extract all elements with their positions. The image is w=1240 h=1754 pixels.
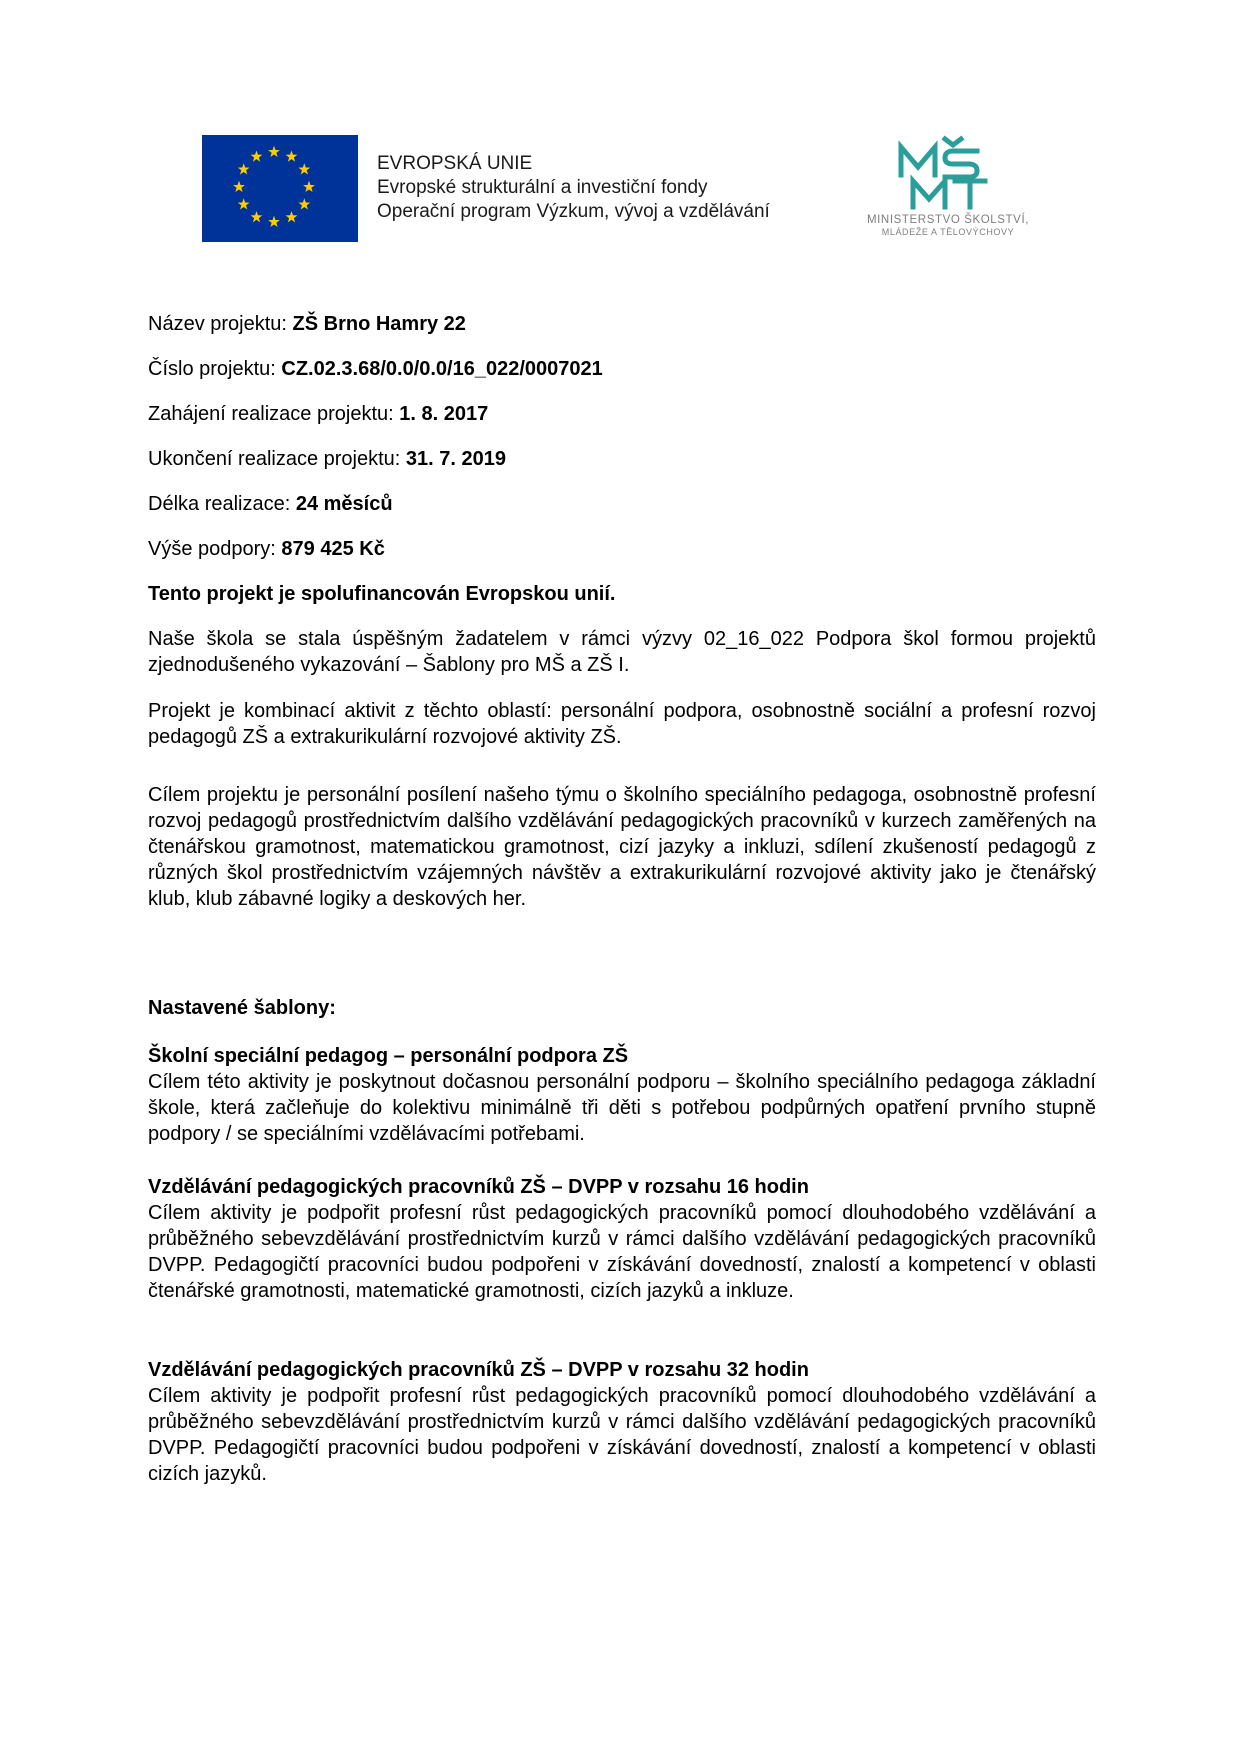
project-start-line bbox=[148, 401, 488, 427]
project-end-label: Ukončení realizace projektu: bbox=[148, 448, 406, 470]
project-name-value: ZŠ Brno Hamry 22 bbox=[292, 313, 466, 335]
project-support-label: Výše podpory: bbox=[148, 538, 282, 560]
template-heading-3: Vzdělávání pedagogických pracovníků ZŠ – DVPP v rozsahu 32 hodin bbox=[148, 1359, 809, 1381]
project-start-label: Zahájení realizace projektu: bbox=[148, 403, 400, 425]
msmt-logo-icon bbox=[893, 135, 993, 210]
project-end-value: 31. 7. 2019 bbox=[405, 448, 507, 470]
project-number-value: CZ.02.3.68/0.0/0.0/16_022/0007021 bbox=[281, 358, 603, 380]
paragraph-goal: Cílem projektu je personální posílení našeho týmu o školního speciálního pedagoga, osobnostně profesní rozvoj pedagogů prostřednictvím dalšího vzdělávání pedagogických pracovníků v kurzech zaměřených na čtenářskou gramotnost, matematickou gramotnost, cizí jazyky a inkluzi, sdílení zkušeností pedagogů z různých škol prostřednictvím vzájemných návštěv a extrakurikulární rozvojové aktivity jako je čtenářský klub, klub zábavné logiky a deskových her. bbox=[148, 784, 1096, 910]
eu-funds: Evropské strukturální a investiční fondy bbox=[377, 177, 708, 198]
eu-flag-icon bbox=[202, 135, 358, 242]
template-text-3: Cílem aktivity je podpořit profesní růst pedagogických pracovníků pomocí dlouhodobého vzdělávání a průběžného sebevzdělávání prostřednictvím kurzů v rámci dalšího vzdělávání pedagogických pracovníků DVPP. Pedagogičtí pracovníci budou podpořeni v získávání dovedností, znalostí a kompetencí v oblasti cizích jazyků. bbox=[148, 1385, 1096, 1485]
eu-programme: Operační program Výzkum, vývoj a vzdělávání bbox=[377, 201, 770, 222]
eu-logo-block bbox=[202, 135, 812, 243]
project-start-value: 1. 8. 2017 bbox=[399, 403, 489, 425]
project-support-value: 879 425 Kč bbox=[281, 538, 385, 560]
msmt-text bbox=[838, 214, 1058, 238]
project-number-label: Číslo projektu: bbox=[148, 358, 282, 380]
project-end-line bbox=[148, 446, 506, 472]
project-number-line bbox=[148, 356, 603, 382]
template-text-1: Cílem této aktivity je poskytnout dočasnou personální podporu – školního speciálního pedagoga základní škole, která začleňuje do kolektivu minimálně tři děti s potřebou podpůrných opatření prvního stupně podpory / se speciálními vzdělávacími potřebami. bbox=[148, 1071, 1096, 1145]
template-heading-2: Vzdělávání pedagogických pracovníků ZŠ – DVPP v rozsahu 16 hodin bbox=[148, 1176, 809, 1198]
project-name-label: Název projektu: bbox=[148, 313, 293, 335]
template-heading-1: Školní speciální pedagog – personální podpora ZŠ bbox=[148, 1045, 629, 1067]
cofinanced-statement: Tento projekt je spolufinancován Evropskou unií. bbox=[148, 583, 616, 605]
paragraph-combination: Projekt je kombinací aktivit z těchto oblastí: personální podpora, osobnostně sociální a profesní rozvoj pedagogů ZŠ a extrakurikulární rozvojové aktivity ZŠ. bbox=[148, 700, 1096, 748]
template-text-2: Cílem aktivity je podpořit profesní růst pedagogických pracovníků pomocí dlouhodobého vzdělávání a průběžného sebevzdělávání prostřednictvím kurzů v rámci dalšího vzdělávání pedagogických pracovníků DVPP. Pedagogičtí pracovníci budou podpořeni v získávání dovedností, znalostí a kompetencí v oblasti čtenářské gramotnosti, matematické gramotnosti, cizích jazyků a inkluze. bbox=[148, 1202, 1096, 1302]
msmt-line2: MLÁDEŽE A TĚLOVÝCHOVY bbox=[881, 227, 1015, 237]
msmt-logo-block bbox=[838, 135, 1058, 245]
msmt-line1: MINISTERSTVO ŠKOLSTVÍ, bbox=[866, 214, 1030, 226]
paragraph-applicant: Naše škola se stala úspěšným žadatelem v rámci výzvy 02_16_022 Podpora škol formou projektů zjednodušeného vykazování – Šablony pro MŠ a ZŠ I. bbox=[148, 628, 1096, 676]
eu-text bbox=[377, 152, 770, 224]
eu-title: EVROPSKÁ UNIE bbox=[377, 153, 533, 174]
project-support-line bbox=[148, 536, 385, 562]
project-length-line bbox=[148, 491, 393, 517]
templates-title: Nastavené šablony: bbox=[148, 997, 336, 1019]
project-name-line bbox=[148, 311, 466, 337]
project-length-value: 24 měsíců bbox=[295, 493, 393, 515]
project-length-label: Délka realizace: bbox=[148, 493, 296, 515]
